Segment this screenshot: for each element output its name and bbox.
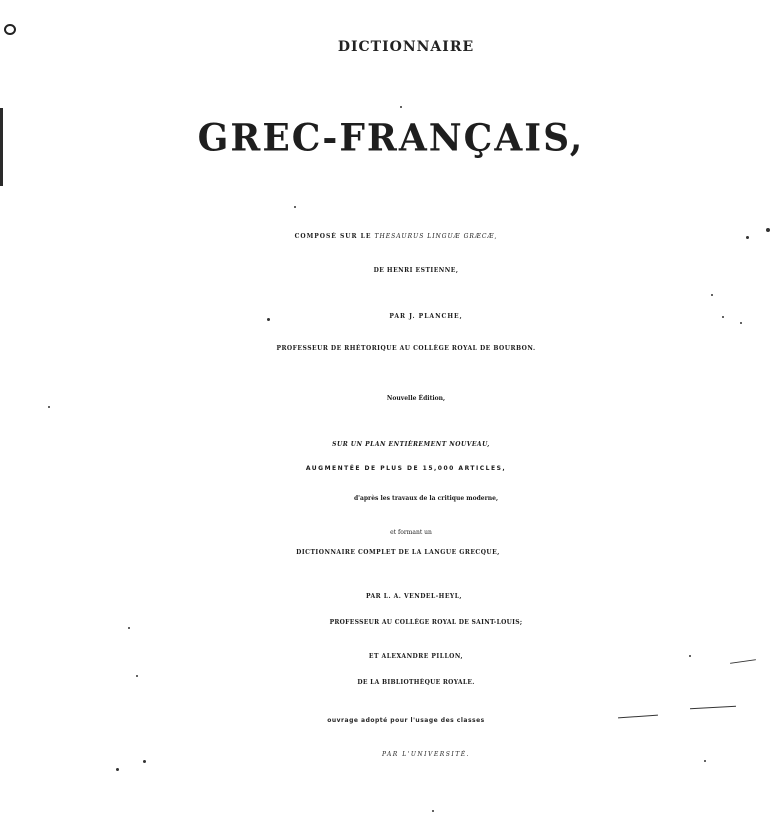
edition-label: Nouvelle Édition, [386, 395, 446, 402]
estienne-line: DE HENRI ESTIENNE, [373, 267, 459, 274]
scan-speck [400, 106, 402, 108]
edition-complete: DICTIONNAIRE COMPLET DE LA LANGUE GRECQUE, [296, 549, 500, 556]
edition-after: d'après les travaux de la critique moderne, [353, 495, 499, 502]
contributor-name: ET ALEXANDRE PILLON, [368, 653, 464, 660]
scan-speck [766, 228, 770, 232]
scan-speck [128, 627, 130, 629]
contributor-title: PROFESSEUR AU COLLÉGE ROYAL DE SAINT-LOUIS; [329, 619, 523, 626]
composition-prefix: COMPOSÉ SUR LE [294, 233, 375, 240]
scan-speck [116, 768, 119, 771]
author-name: PAR J. PLANCHE, [389, 313, 463, 320]
thesaurus-title: THESAURUS LINGUÆ GRÆCÆ, [374, 233, 498, 240]
university-line: PAR L'UNIVERSITÉ. [381, 751, 471, 758]
page-edge-mark [0, 108, 3, 186]
scan-speck [48, 406, 50, 408]
title-line-1: DICTIONNAIRE [337, 39, 475, 55]
contributor-name: PAR L. A. VENDEL-HEYL, [365, 593, 463, 600]
scan-speck [294, 206, 296, 208]
scan-speck [746, 236, 749, 239]
scan-stroke [690, 706, 736, 709]
scan-speck [136, 675, 138, 677]
print-ring-mark [4, 24, 16, 35]
title-line-2: GREC-FRANÇAIS, [197, 115, 585, 161]
scan-speck [740, 322, 742, 324]
author-title: PROFESSEUR DE RHÉTORIQUE AU COLLÈGE ROYAL DE BOURBON. [276, 345, 536, 352]
scan-speck [267, 318, 270, 321]
adoption-line: ouvrage adopté pour l'usage des classes [327, 717, 485, 724]
scan-speck [689, 655, 691, 657]
scan-speck [704, 760, 706, 762]
edition-forming: et formant un [390, 529, 432, 536]
scan-speck [711, 294, 713, 296]
edition-plan: SUR UN PLAN ENTIÈREMENT NOUVEAU, [332, 441, 490, 448]
composition-line [10, 234, 772, 240]
scan-speck [143, 760, 146, 763]
scan-speck [432, 810, 434, 812]
contributor-title: DE LA BIBLIOTHÈQUE ROYALE. [357, 679, 475, 686]
scan-speck [722, 316, 724, 318]
edition-augmented: AUGMENTÉE DE PLUS DE 15,000 ARTICLES, [305, 465, 507, 472]
